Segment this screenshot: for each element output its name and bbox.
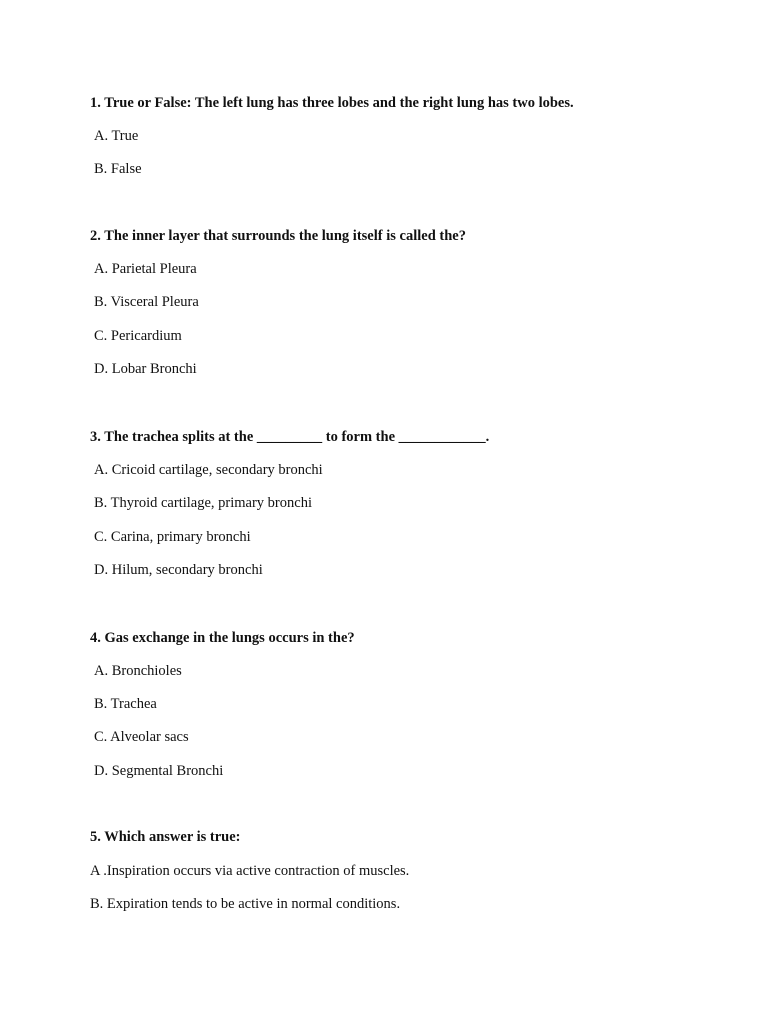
question-1: 1. True or False: The left lung has three lobes and the right lung has two lobes. xyxy=(90,95,574,111)
question-1-option-a: A. True xyxy=(94,128,139,144)
question-2-option-a: A. Parietal Pleura xyxy=(94,261,197,277)
question-5-option-a: A .Inspiration occurs via active contraction of muscles. xyxy=(90,863,410,879)
question-4: 4. Gas exchange in the lungs occurs in the? xyxy=(90,630,355,646)
question-3-option-d: D. Hilum, secondary bronchi xyxy=(94,562,263,578)
question-4-option-c: C. Alveolar sacs xyxy=(94,729,189,745)
question-4-option-a: A. Bronchioles xyxy=(94,663,182,679)
question-2-option-d: D. Lobar Bronchi xyxy=(94,361,197,377)
question-4-option-d: D. Segmental Bronchi xyxy=(94,763,224,779)
question-3: 3. The trachea splits at the _________ to form the ____________. xyxy=(90,429,490,445)
question-5-option-b: B. Expiration tends to be active in normal conditions. xyxy=(90,896,401,912)
question-2: 2. The inner layer that surrounds the lung itself is called the? xyxy=(90,228,466,244)
question-5: 5. Which answer is true: xyxy=(90,829,241,845)
question-3-option-a: A. Cricoid cartilage, secondary bronchi xyxy=(94,462,323,478)
question-2-option-b: B. Visceral Pleura xyxy=(94,294,199,310)
question-4-option-b: B. Trachea xyxy=(94,696,157,712)
question-1-option-b: B. False xyxy=(94,161,142,177)
question-2-option-c: C. Pericardium xyxy=(94,328,182,344)
question-3-option-c: C. Carina, primary bronchi xyxy=(94,529,251,545)
question-3-option-b: B. Thyroid cartilage, primary bronchi xyxy=(94,495,312,511)
